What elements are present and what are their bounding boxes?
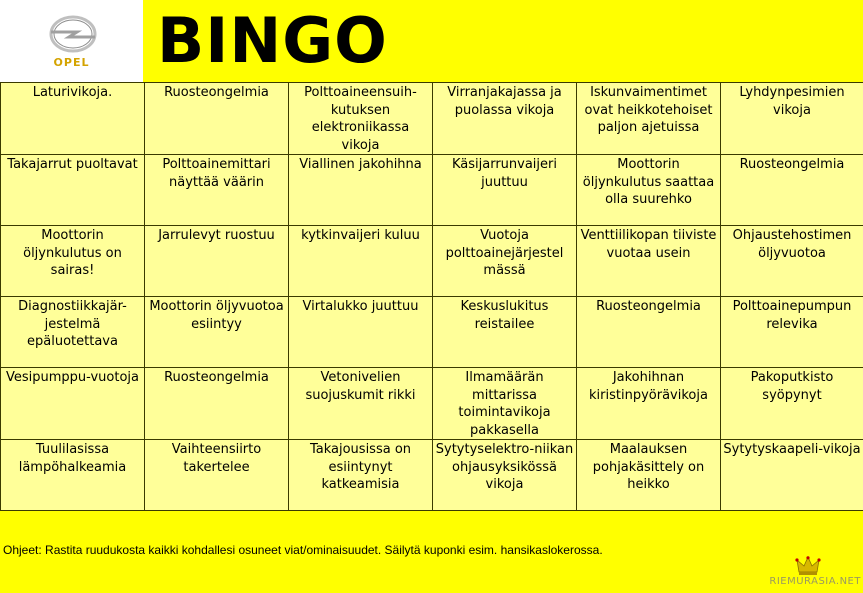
header [0,0,863,82]
bingo-cell[interactable] [721,226,863,297]
bingo-cell-label: Venttiilikopan tiiviste vuotaa usein [580,228,717,261]
bingo-cell-label: Pakoputkisto syöpynyt [750,370,834,403]
bingo-cell-label: Vesipumppu-vuotoja [5,370,140,385]
bingo-cell[interactable] [1,83,145,155]
bingo-cell[interactable] [721,368,863,440]
bingo-cell-label: Ohjaustehostimen öljyvuotoa [732,228,852,261]
bingo-cell[interactable] [577,83,721,155]
bingo-cell[interactable] [289,155,433,226]
bingo-cell[interactable] [433,83,577,155]
bingo-cell-label: Maalauksen pohjakäsittely on heikko [592,442,705,492]
bingo-cell-label: Sytytyskaapeli-vikoja [723,442,861,457]
bingo-cell-label: Jarrulevyt ruostuu [158,228,275,243]
opel-blitz-icon [47,14,99,54]
bingo-cell-label: Moottorin öljynkulutus on sairas! [23,228,122,278]
bingo-cell-label: Moottorin öljyvuotoa esiintyy [149,299,284,332]
bingo-cell-label: Virranjakajassa ja puolassa vikoja [447,85,562,118]
bingo-cell[interactable] [721,440,863,511]
brand-text: OPEL [53,56,90,69]
bingo-cell-label: Jakohihnan kiristinpyörävikoja [589,370,708,403]
bingo-cell[interactable] [1,155,145,226]
bingo-cell-label: Viallinen jakohihna [299,157,422,172]
bingo-cell[interactable] [1,440,145,511]
bingo-cell-label: Ruosteongelmia [164,370,269,385]
bingo-row [1,297,863,368]
bingo-cell-label: Ruosteongelmia [164,85,269,100]
jester-icon [795,556,821,578]
instructions-text: Ohjeet: Rastita ruudukosta kaikki kohdallesi osuneet viat/ominaisuudet. Säilytä kuponki esim. hansikaslokerossa. [3,543,603,557]
bingo-cell[interactable] [1,368,145,440]
bingo-cell-label: Vetonivelien suojuskumit rikki [305,370,416,403]
bingo-cell[interactable] [721,297,863,368]
bingo-cell[interactable] [145,83,289,155]
bingo-cell-label: Ilmamäärän mittarissa toimintavikoja pakkasella [458,370,551,438]
bingo-cell[interactable] [433,226,577,297]
bingo-cell-label: Käsijarrunvaijeri juuttuu [451,157,557,190]
bingo-cell[interactable] [145,297,289,368]
bingo-cell[interactable] [289,83,433,155]
watermark-text: RIEMURASIA.NET [769,576,861,587]
bingo-cell-label: Takajousissa on esiintynyt katkeamisia [309,442,412,492]
bingo-cell-label: Moottorin öljynkulutus saattaa olla suurehko [582,157,715,207]
bingo-row [1,368,863,440]
bingo-cell[interactable] [433,297,577,368]
bingo-cell-label: Keskuslukitus reistailee [460,299,549,332]
bingo-cell[interactable] [577,297,721,368]
bingo-cell[interactable] [289,297,433,368]
opel-logo [0,0,143,82]
bingo-cell-label: Laturivikoja. [32,85,113,100]
bingo-cell-label: Tuulilasissa lämpöhalkeamia [18,442,127,475]
bingo-cell[interactable] [289,368,433,440]
bingo-cell[interactable] [145,440,289,511]
bingo-cell[interactable] [289,440,433,511]
bingo-row [1,226,863,297]
bingo-cell-label: Polttoainemittari näyttää väärin [162,157,271,190]
bingo-cell[interactable] [721,155,863,226]
bingo-row [1,155,863,226]
bingo-grid [0,82,863,511]
bingo-cell-label: Vaihteensiirto takertelee [171,442,262,475]
bingo-cell[interactable] [145,226,289,297]
bingo-cell-label: Diagnostiikkajär-jestelmä epäluotettava [18,299,127,349]
bingo-cell-label: Lyhdynpesimien vikoja [739,85,845,118]
bingo-cell-label: Polttoainepumpun relevika [732,299,852,332]
bingo-cell[interactable] [577,440,721,511]
bingo-cell[interactable] [1,226,145,297]
bingo-cell[interactable] [145,368,289,440]
bingo-cell[interactable] [577,368,721,440]
bingo-cell-label: Polttoaineensuih-kutuksen elektroniikassa vikoja [304,85,417,153]
bingo-cell[interactable] [145,155,289,226]
bingo-cell-label: Iskunvaimentimet ovat heikkotehoiset paljon ajetuissa [584,85,713,135]
bingo-cell[interactable] [433,440,577,511]
bingo-cell-label: Virtalukko juuttuu [302,299,419,314]
bingo-cell[interactable] [1,297,145,368]
bingo-cell[interactable] [433,368,577,440]
bingo-cell[interactable] [577,226,721,297]
bingo-cell[interactable] [721,83,863,155]
page-title: BINGO [157,4,388,77]
bingo-cell-label: Sytytyselektro-niikan ohjausyksikössä vikoja [435,442,574,492]
bingo-cell-label: Takajarrut puoltavat [7,157,138,172]
bingo-cell[interactable] [289,226,433,297]
bingo-cell[interactable] [577,155,721,226]
bingo-cell[interactable] [433,155,577,226]
bingo-cell-label: kytkinvaijeri kuluu [301,228,420,243]
bingo-row [1,440,863,511]
bingo-cell-label: Ruosteongelmia [739,157,845,172]
bingo-cell-label: Ruosteongelmia [596,299,701,314]
bingo-row [1,83,863,155]
bingo-cell-label: Vuotoja polttoainejärjestel mässä [445,228,564,278]
